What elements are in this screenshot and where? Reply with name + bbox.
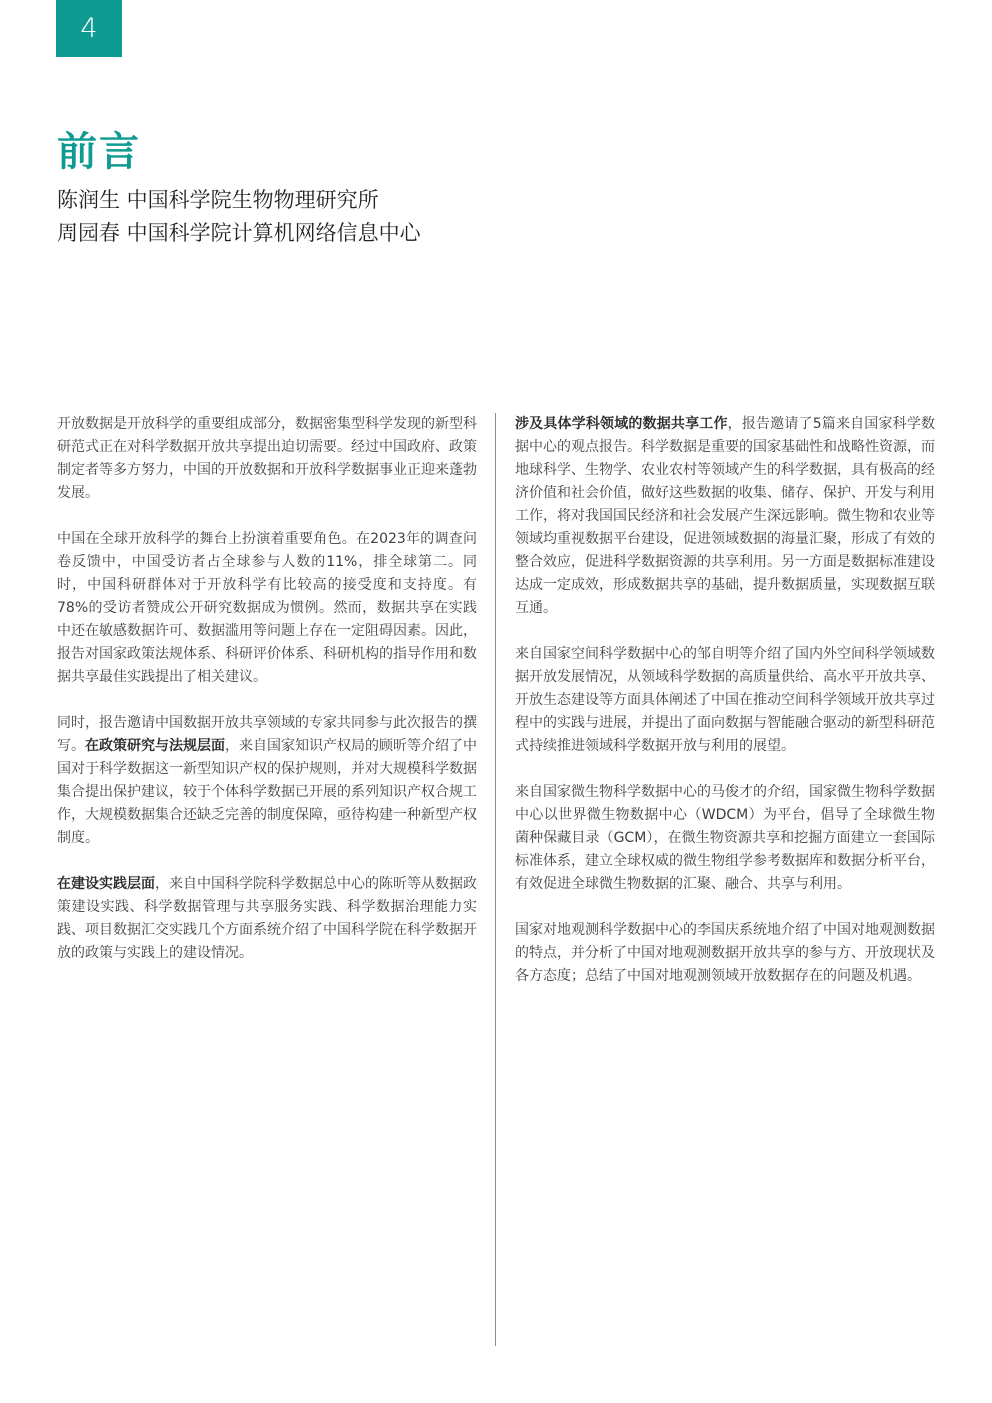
paragraph <box>57 712 477 850</box>
right-column <box>515 413 935 1011</box>
left-column <box>57 413 477 988</box>
paragraph: 国家对地观测科学数据中心的李国庆系统地介绍了中国对地观测数据的特点，并分析了中国对地观测数据开放共享的参与方、开放现状及各方态度；总结了中国对地观测领域开放数据存在的问题及机遇。 <box>515 922 935 984</box>
paragraph: 开放数据是开放科学的重要组成部分，数据密集型科学发现的新型科研范式正在对科学数据开放共享提出迫切需要。经过中国政府、政策制定者等多方努力，中国的开放数据和开放科学数据事业正迎来蓬勃发展。 <box>57 416 477 501</box>
paragraph: 来自国家微生物科学数据中心的马俊才的介绍，国家微生物科学数据中心以世界微生物数据中心（WDCM）为平台，倡导了全球微生物菌种保藏目录（GCM），在微生物资源共享和挖掘方面建立一套国际标准体系，建立全球权威的微生物组学参考数据库和数据分析平台，有效促进全球微生物数据的汇聚、融合、共享与利用。 <box>515 784 935 892</box>
page-number: 4 <box>80 13 98 44</box>
author-line: 陈润生 中国科学院生物物理研究所 <box>57 188 379 212</box>
paragraph: 中国在全球开放科学的舞台上扮演着重要角色。在2023年的调查问卷反馈中，中国受访者占全球参与人数的11%，排全球第二。同时，中国科研群体对于开放科学有比较高的接受度和支持度。有78%的受访者赞成公开研究数据成为惯例。然而，数据共享在实践中还在敏感数据许可、数据滥用等问题上存在一定阻碍因素。因此，报告对国家政策法规体系、科研评价体系、科研机构的指导作用和数据共享最佳实践提出了相关建议。 <box>57 531 477 685</box>
paragraph-text: ，报告邀请了5篇来自国家科学数据中心的观点报告。科学数据是重要的国家基础性和战略性资源，而地球科学、生物学、农业农村等领域产生的科学数据，具有极高的经济价值和社会价值，做好这些数据的收集、储存、保护、开发与利用工作，将对我国国民经济和社会发展产生深远影响。微生物和农业等领域均重视数据平台建设，促进领域数据的海量汇聚，形成了有效的整合效应，促进科学数据资源的共享利用。另一方面是数据标准建设达成一定成效，形成数据共享的基础，提升数据质量，实现数据互联互通。 <box>515 416 935 616</box>
emphasis-heading: 涉及具体学科领域的数据共享工作 <box>515 416 728 432</box>
paragraph <box>515 413 935 620</box>
page-number-badge <box>56 0 122 57</box>
emphasis-heading: 在建设实践层面 <box>57 876 155 892</box>
page-title: 前言 <box>57 129 141 175</box>
column-divider <box>495 413 496 1346</box>
paragraph-text: 同时，报告邀请中国数据开放共享领域的专家共同参与此次报告的撰写。 <box>57 715 477 754</box>
paragraph-text: ，来自中国科学院科学数据总中心的陈昕等从数据政策建设实践、科学数据管理与共享服务实践、科学数据治理能力实践、项目数据汇交实践几个方面系统介绍了中国科学院在科学数据开放的政策与实践上的建设情况。 <box>57 876 477 961</box>
author-list <box>57 184 421 250</box>
paragraph: 来自国家空间科学数据中心的邹自明等介绍了国内外空间科学领域数据开放发展情况，从领域科学数据的高质量供给、高水平开放共享、开放生态建设等方面具体阐述了中国在推动空间科学领域开放共享过程中的实践与进展，并提出了面向数据与智能融合驱动的新型科研范式持续推进领域科学数据开放与利用的展望。 <box>515 646 935 754</box>
paragraph-text: ，来自国家知识产权局的顾昕等介绍了中国对于科学数据这一新型知识产权的保护规则，并对大规模科学数据集合提出保护建议，较于个体科学数据已开展的系列知识产权合规工作，大规模数据集合还缺乏完善的制度保障，亟待构建一种新型产权制度。 <box>57 738 477 846</box>
paragraph <box>57 873 477 965</box>
author-line: 周园春 中国科学院计算机网络信息中心 <box>57 221 421 245</box>
emphasis-heading: 在政策研究与法规层面 <box>85 738 225 754</box>
